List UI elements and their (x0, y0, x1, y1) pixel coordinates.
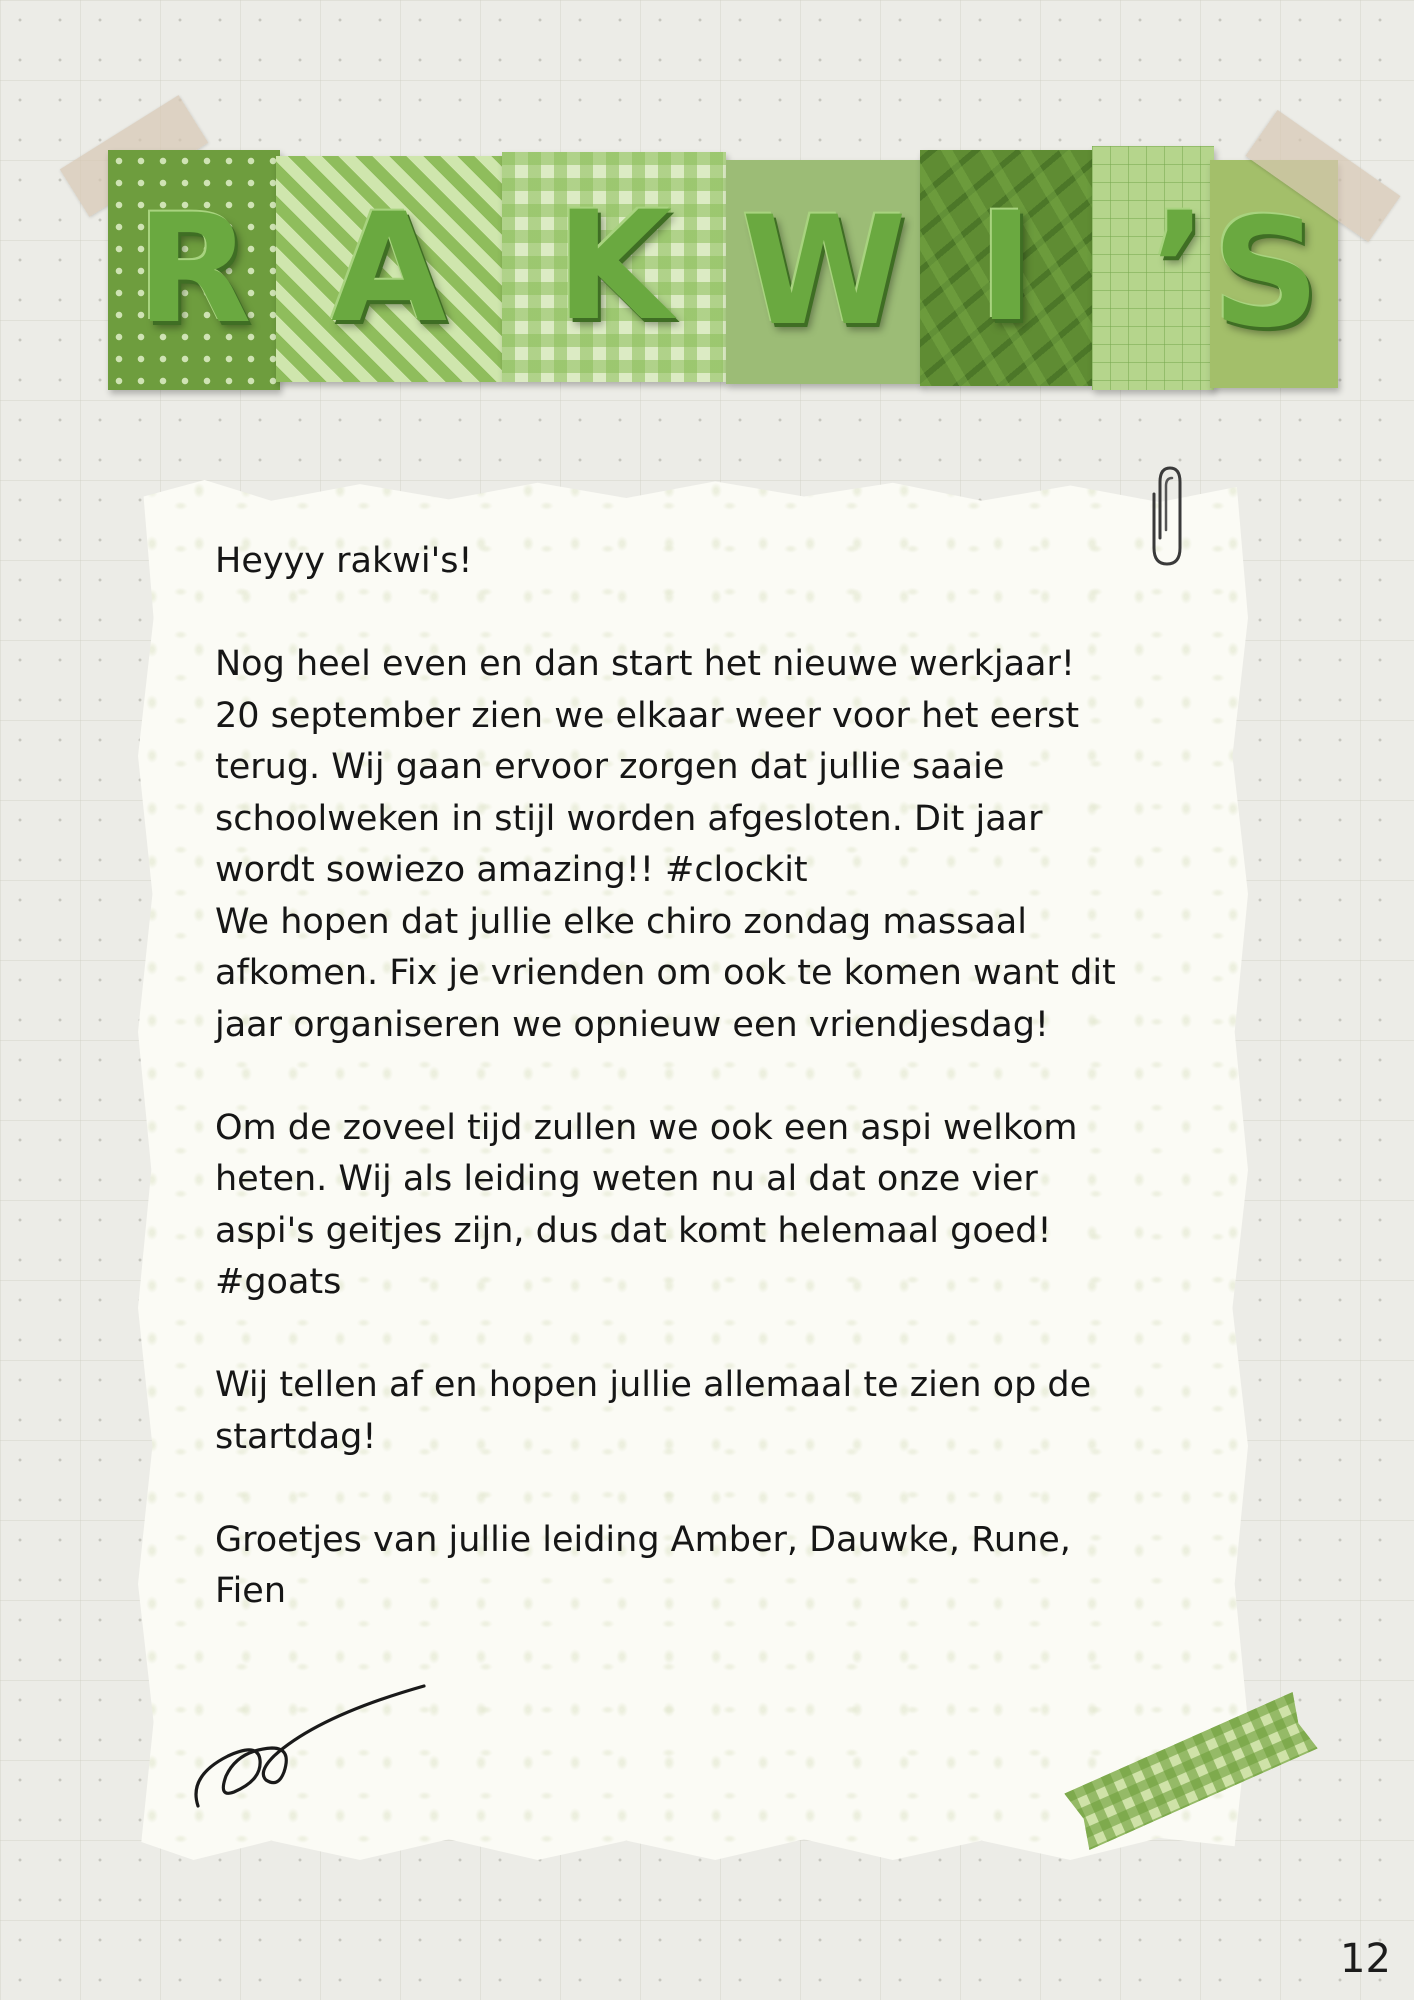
title-tile-apostrophe (1092, 146, 1214, 390)
text-line: #goats (215, 1262, 342, 1302)
text-line: Om de zoveel tijd zullen we ook een aspi welkom (215, 1107, 1078, 1148)
title-tile-k (502, 152, 726, 382)
title-banner (0, 0, 1414, 420)
title-letter: S (1211, 187, 1321, 361)
title-tile-i (920, 150, 1092, 386)
title-letter: A (330, 182, 448, 356)
paragraph-3 (215, 1360, 1175, 1463)
text-line: wordt sowiezo amazing!! #clockit (215, 850, 808, 890)
greeting-line: Heyyy rakwi's! (215, 541, 473, 581)
title-letter: ’ (1150, 181, 1208, 355)
text-line: Nog heel even en dan start het nieuwe werkjaar! (215, 644, 1075, 684)
text-line: 20 september zien we elkaar weer voor het eerst (215, 695, 1080, 736)
text-line: We hopen dat jullie elke chiro zondag massaal (215, 901, 1027, 942)
text-line: schoolweken in stijl worden afgesloten. Dit jaar (215, 798, 1043, 839)
title-letter: R (136, 183, 252, 357)
title-letter: K (555, 180, 673, 354)
text-line: heten. Wij als leiding weten nu al dat onze vier (215, 1159, 1038, 1199)
text-line: terug. Wij gaan ervoor zorgen dat jullie saaie (215, 747, 1005, 787)
page-number: 12 (1340, 1936, 1391, 1982)
letter-body (215, 536, 1175, 1618)
text-line: Fien (215, 1571, 287, 1611)
title-tile-a (276, 156, 502, 382)
paragraph-1 (215, 639, 1175, 1051)
signature-flourish-icon (188, 1676, 428, 1816)
text-line: aspi's geitjes zijn, dus dat komt helemaal goed! (215, 1210, 1052, 1251)
text-line: Groetjes van jullie leiding Amber, Dauwke, Rune, (215, 1519, 1071, 1560)
text-line: startdag! (215, 1416, 377, 1457)
text-line: Wij tellen af en hopen jullie allemaal te zien op de (215, 1365, 1092, 1405)
title-tile-r (108, 150, 280, 390)
title-letter: W (741, 185, 907, 359)
title-letter: I (978, 181, 1034, 355)
title-tile-w (726, 160, 922, 384)
text-line: jaar organiseren we opnieuw een vriendjesdag! (215, 1004, 1049, 1045)
paragraph-2 (215, 1103, 1175, 1309)
text-line: afkomen. Fix je vrienden om ook te komen want dit (215, 953, 1116, 993)
greeting (215, 536, 1175, 588)
closing (215, 1515, 1175, 1618)
